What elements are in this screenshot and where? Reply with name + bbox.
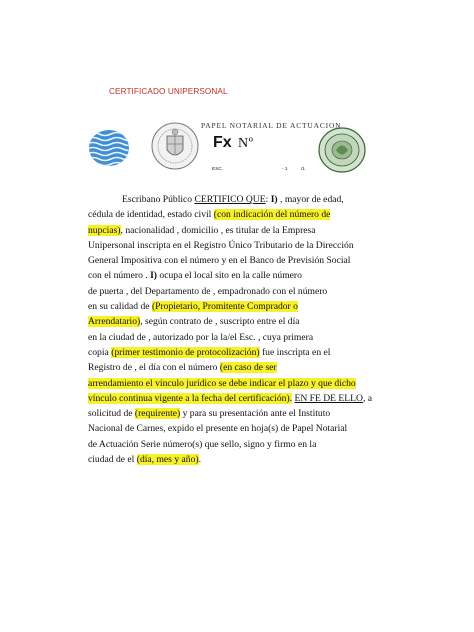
coat-of-arms-seal-icon	[150, 120, 200, 172]
page-title: CERTIFICADO UNIPERSONAL	[109, 87, 228, 96]
esc-ref: - 1	[282, 167, 288, 172]
header-title: PAPEL NOTARIAL DE ACTUACION	[201, 121, 342, 130]
green-seal-icon	[317, 126, 367, 174]
text-segment: ciudad de el	[88, 454, 137, 466]
body-line-10: en la ciudad de , autorizado por la la/el Esc. , cuya primera	[88, 331, 314, 343]
highlight-note: nupcias)	[88, 224, 121, 236]
text-segment: :	[265, 194, 271, 205]
body-line-15	[88, 406, 384, 421]
body-line-13	[88, 376, 384, 391]
esc-num: /1	[301, 167, 306, 172]
body-line-9	[88, 314, 384, 329]
text-segment: fue inscripta en el	[259, 346, 331, 358]
body-line-5: General Impositiva con el número y en el Banco de Previsión Social	[88, 255, 351, 267]
text-segment: en su calidad de	[88, 301, 152, 313]
text-segment: con el número .	[88, 270, 151, 282]
text-segment: , nacionalidad , domicilio , es titular de la Empresa	[120, 224, 316, 236]
text-segment: Registro de , el día con el número	[88, 362, 220, 374]
body-line-3	[88, 223, 384, 238]
clause-number: I)	[270, 194, 278, 205]
text-segment: y para su presentación ante el Instituto	[180, 408, 331, 420]
body-line-1	[88, 192, 384, 207]
numero-mark: Nº	[238, 136, 254, 151]
text-segment: Escribano Público	[122, 194, 195, 205]
clause-number: I)	[150, 270, 158, 282]
body-line-7: de puerta , del Departamento de , empadronado con el número	[88, 285, 328, 297]
highlight-note: (día, mes y año)	[136, 454, 199, 466]
body-line-2	[88, 207, 384, 222]
text-segment: , mayor de edad,	[277, 194, 344, 205]
body-line-6	[88, 268, 384, 283]
highlight-note: (primer testimonio de protocolización)	[111, 346, 260, 358]
highlight-note: vínculo continua vigente a la fecha del certificación).	[88, 392, 293, 404]
esc-label: ESC.	[212, 167, 224, 172]
body-line-16: Nacional de Carnes, expido el presente en hoja(s) de Papel Notarial	[88, 423, 348, 435]
body-line-14	[88, 391, 384, 406]
highlight-note: (en caso de ser	[219, 362, 277, 374]
highlight-note: (requirente)	[134, 408, 181, 420]
stamp-seal-left-icon	[87, 128, 131, 168]
text-segment: cédula de identidad, estado civil	[88, 209, 214, 221]
text-segment: ocupa el local sito en la calle número	[157, 270, 302, 282]
body-line-8	[88, 299, 384, 314]
body-line-18	[88, 452, 384, 467]
body-line-4: Unipersonal inscripta en el Registro Único Tributario de la Dirección	[88, 239, 354, 251]
body-line-17: de Actuación Serie número(s) que sello, signo y firmo en la	[88, 438, 317, 450]
text-segment: solicitud de	[88, 408, 135, 420]
body-line-11	[88, 345, 384, 360]
highlight-note: Arrendatario)	[88, 316, 141, 328]
text-segment: , a	[362, 392, 372, 404]
text-segment: , según contrato de , suscripto entre el día	[140, 316, 300, 328]
certifico-que: CERTIFICO QUE	[194, 194, 266, 205]
text-segment: copia	[88, 346, 112, 358]
highlight-note: arrendamiento el vínculo jurídico se debe indicar el plazo y que dicho	[88, 377, 356, 389]
text-segment: .	[198, 454, 201, 466]
en-fe-de-ello: EN FE DE ELLO	[294, 392, 363, 404]
certificate-body	[88, 192, 384, 467]
highlight-note: (Propietario, Promitente Comprador o	[151, 301, 298, 313]
fx-mark: Fx	[213, 134, 232, 151]
highlight-note: (con indicación del número de	[213, 209, 331, 221]
body-line-12	[88, 360, 384, 375]
